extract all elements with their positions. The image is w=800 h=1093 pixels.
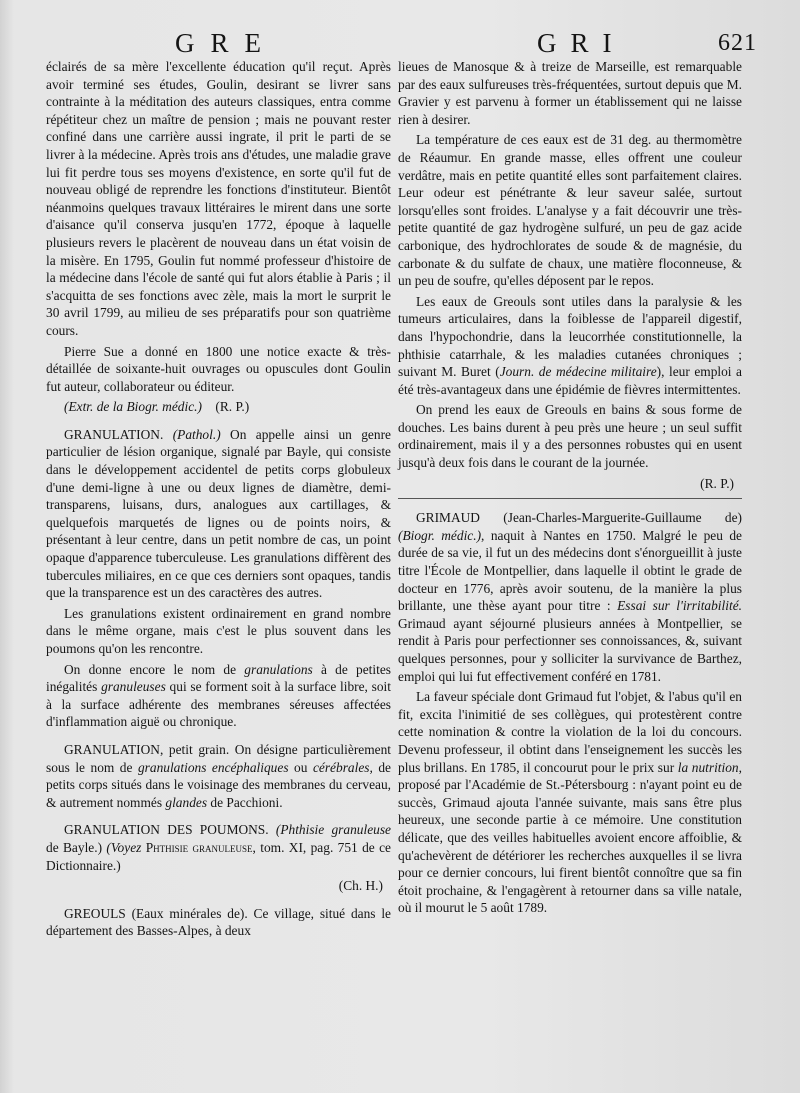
text-run: de Bayle.): [46, 839, 103, 855]
goulin-source-line: [46, 398, 391, 416]
text-run: On donne encore le nom de: [64, 661, 237, 677]
entry-grimaud: [398, 509, 742, 685]
header-left-guide-word: GRE: [175, 28, 277, 58]
text-run: ), leur emploi a été très-avantageux dans une épidémie de fièvres intermittentes.: [398, 364, 742, 397]
text-run: , tom. XI, pag. 751 de ce Dictionnaire.): [46, 839, 391, 873]
goulin-signature: (R. P.): [215, 399, 250, 415]
greouls-paragraph-3: [398, 293, 742, 399]
italic-term: Essai sur l'irritabilité.: [617, 598, 742, 614]
entry-headword: GRANULATION DES POUMONS.: [64, 822, 269, 838]
entry-greouls: [46, 905, 391, 940]
grimaud-paragraph-2: [398, 688, 742, 917]
greouls-paragraph-1: lieues de Manosque & à treize de Marseille, est remarquable par des eaux sulfureuses très-fréquentées, surtout depuis que M. Gravier y est parvenu à former un établissement qui ne laisse rien à desirer.: [398, 59, 742, 127]
entry-granulation-poumons: [46, 821, 391, 874]
italic-term: granuleuses: [101, 679, 166, 695]
entry-granulation-pathol: [46, 426, 391, 602]
text-run: (Eaux minérales de). Ce village, situé dans le département des Basses-Alpes, à deux: [46, 905, 391, 939]
text-run: petit grain. On désigne particulièrement sous le nom de: [46, 741, 391, 775]
italic-term: Journ. de médecine militaire: [499, 364, 657, 380]
italic-term: granulations encéphaliques: [137, 759, 289, 775]
header-right-guide-word: GRI: [537, 28, 626, 58]
italic-term: (Phthisie granuleuse: [275, 822, 391, 838]
text-run: de Pacchioni.: [210, 794, 283, 810]
text-run: Les eaux de Greouls sont utiles dans la paralysie & les tumeurs articulaires, dans la foiblesse de l'appareil digestif, dans l'hypochondrie, dans la leucorrhée constitutionnelle, la phthisie catarrhale, & les maladies cutanées chroniques ; suivant M. Buret (: [398, 293, 742, 380]
goulin-paragraph-2: Pierre Sue a donné en 1800 une notice exacte & très-détaillée de soixante-huit ouvrages ou opuscules dont Goulin fut auteur, collaborateur ou éditeur.: [46, 343, 391, 394]
italic-term: glandes: [165, 794, 208, 810]
granulation-paragraph-3: [46, 661, 391, 731]
text-run: (Jean-Charles-Marguerite-Guillaume de): [503, 510, 742, 526]
text-run: de petits corps situés dans le voisinage des membranes du cerveau, & autrement nommés: [46, 759, 391, 810]
entry-headword: GRANULATION,: [64, 741, 164, 757]
text-run: La faveur spéciale dont Grimaud fut l'objet, & l'abus qu'il en fit, excita l'inimitié de ses collègues, qui protestèrent contre cette nomination & contre la violation de la loi du concours. Devenu professeur, il obtint dans l'enseignement les succès les plus brillans. En 1785, il concourut pour le prix sur: [398, 689, 742, 775]
entry-tag: (Biogr. médic.): [398, 527, 482, 543]
greouls-paragraph-2: La température de ces eaux est de 31 deg. au thermomètre de Réaumur. En grande masse, elles offrent une couleur verdâtre, mais en petite quantité elles sont parfaitement claires. Leur odeur est pénétrante & leur saveur salée, surtout lorsqu'elles sont froides. L'analyse y a fait découvrir une très-petite quantité de gaz hydrogène sulfuré, un peu de gaz acide carbonique, des hydrochlorates de soude & de magnésie, du carbonate & du sulfate de chaux, une matière floconneuse, & un peu de soufre, qu'elles déposent par le repos.: [398, 132, 742, 289]
entry-text: On appelle ainsi un genre particulier de lésion organique, signalé par Bayle, qui consiste dans le développement accidentel de petits corps globuleux d'une demi-ligne à une ou deux lignes de diamètre, demi-transparens, luisans, durs, analogues aux cartillages, & quelquefois marquetés de lignes ou de points noirs, & présentant à leur centre, dans un petit nombre de cas, un point opaque d'apparence tuberculeuse. Les granulations diffèrent des tubercules miliaires, en ce que ces derniers sont opaques, tandis que la transparence est un des caractères des autres.: [46, 426, 391, 601]
granulation-poumons-signature: (Ch. H.): [338, 878, 383, 894]
text-run: , naquit à Nantes en 1750. Malgré le peu de durée de sa vie, il fut un des médecins dont s'énorgueillit à juste titre l'École de Montpellier, dans laquelle il obtint le grade de docteur en 1776, après avoir soutenu, de la manière la plus brillante, une thèse ayant pour titre :: [398, 527, 742, 614]
entry-granulation-grain: [46, 741, 391, 811]
entry-tag: (Pathol.): [172, 426, 221, 442]
italic-term: la nutrition: [677, 759, 739, 775]
text-run: Grimaud ayant séjourné plusieurs années à Montpellier, se rendit à Paris pour perfectionner ses connoissances, &, suivant quelques personnes, pour y solliciter la survivance de Barthez, emploi qui lui fut effectivement conféré en 1781.: [398, 615, 742, 684]
text-run: à de petites inégalités: [46, 661, 391, 695]
cross-reference: Phthisie granuleuse: [145, 839, 253, 855]
entry-headword: GREOULS: [64, 905, 126, 921]
goulin-paragraph-1: éclairés de sa mère l'excellente éducation qu'il reçut. Après avoir terminé ses études, Goulin, desirant se livrer sans contrainte à la méditation des auteurs classiques, entra comme répétiteur chez un maître de pension ; mais ne pouvant rester confiné dans une carrière aussi ingrate, il prit le parti de se livrer à la médecine. Après trois ans d'études, une maladie grave lui fit perdre tous ses moyens d'existence, en sorte qu'il fut de nouveau obligé de reprendre les fonctions d'instituteur. Bientôt néanmoins quelques travaux littéraires le mirent dans une sorte d'aisance qu'il conserva jusqu'en 1772, époque à laquelle plusieurs revers le placèrent de nouveau dans un état voisin de la misère. En 1795, Goulin fut nommé professeur d'histoire de la médecine dans l'école de santé qui fut alors établie à Paris ; il s'acquitta de ses fonctions avec zèle, mais la mort le surprit le 30 avril 1799, au milieu de ses préparatifs pour son quatrième cours.: [46, 59, 391, 338]
italic-term: (Voyez: [106, 839, 142, 855]
right-column: [398, 58, 742, 920]
entry-divider: [398, 498, 742, 499]
italic-term: granulations: [244, 661, 313, 677]
entry-headword: GRIMAUD: [416, 510, 480, 526]
text-run: ou: [294, 759, 308, 775]
running-header: [0, 24, 800, 60]
italic-term: cérébrales,: [312, 759, 373, 775]
text-run: qui se forment soit à la surface libre, soit à la surface adhérente des membranes séreuses affectées d'inflammation aiguë ou chronique.: [46, 679, 391, 730]
greouls-paragraph-4: On prend les eaux de Greouls en bains & sous forme de douches. Les bains durent à peu près une heure ; un seul suffit ordinairement, mais il y a des personnes robustes qui en usent jusqu'à deux fois dans le courant de la journée.: [398, 402, 742, 471]
page-number: 621: [718, 30, 757, 56]
greouls-signature: (R. P.): [700, 475, 734, 491]
left-column: [46, 58, 391, 943]
granulation-paragraph-2: Les granulations existent ordinairement en grand nombre dans le même organe, mais c'est le plus souvent dans les poumons qu'on les rencontre.: [46, 605, 391, 656]
text-run: , proposé par l'Académie de St.-Pétersbourg : n'ayant point eu de succès, Grimaud ajouta l'année suivante, mais sans être plus heureux, une seconde partie à ce mémoire. Une constitution délicate, que des veilles habituelles avoient encore affoiblie, & qu'achevèrent de détériorer les recherches auxquelles il se livra pour ce dernier concours, lui firent bientôt connoître que sa fin étoit prochaine, & l'engagèrent à retourner dans sa ville natale, où il mourut le 5 août 1789.: [398, 759, 742, 916]
entry-headword: GRANULATION.: [64, 426, 164, 442]
goulin-source: (Extr. de la Biogr. médic.): [64, 399, 202, 415]
